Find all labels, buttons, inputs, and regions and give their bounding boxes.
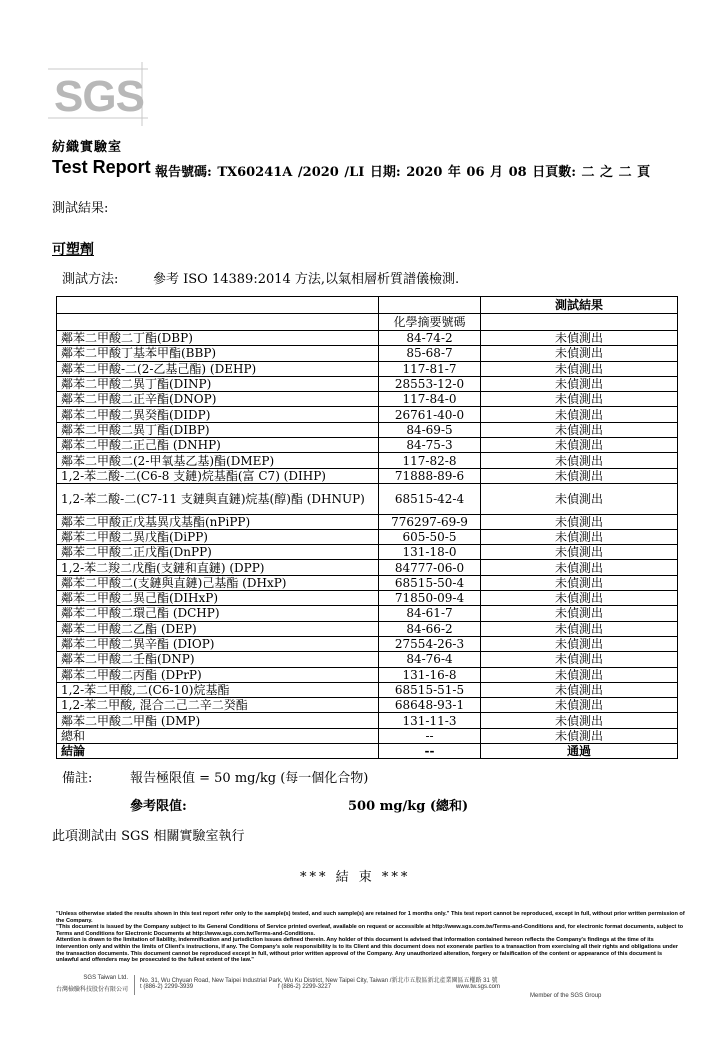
table-row	[57, 483, 678, 514]
table-row	[57, 438, 678, 453]
conclusion-result: 通過	[481, 744, 678, 759]
test-result: 未偵測出	[481, 392, 678, 407]
results-table	[56, 296, 678, 759]
cas-number: 84-74-2	[379, 331, 481, 346]
cas-number: 117-84-0	[379, 392, 481, 407]
test-result: 未偵測出	[481, 682, 678, 697]
lab-name: 紡織實驗室	[52, 140, 123, 155]
compound-name: 鄰苯二甲酸二異己酯(DIHxP)	[57, 591, 379, 606]
compound-name: 鄰苯二甲酸二乙酯 (DEP)	[57, 621, 379, 636]
compound-name: 1,2-苯二酸-二(C7-11 支鏈與直鏈)烷基(醇)酯 (DHNUP)	[57, 483, 379, 514]
footer-address: No. 31, Wu Chyuan Road, New Taipei Industrial Park, Wu Ku District, New Taipei City, Taiwan /新北市五股區新北產業園區五權路 31 號	[140, 978, 498, 984]
table-row	[57, 514, 678, 529]
table-row	[57, 682, 678, 697]
cas-number: 84-75-3	[379, 438, 481, 453]
disclaimer	[56, 911, 686, 964]
compound-name: 鄰苯二甲酸二異辛酯 (DIOP)	[57, 636, 379, 651]
test-result: 未偵測出	[481, 560, 678, 575]
table-row	[57, 529, 678, 544]
test-result: 未偵測出	[481, 514, 678, 529]
method-text: 參考 ISO 14389:2014 方法,以氣相層析質譜儀檢測.	[153, 272, 460, 287]
table-row	[57, 713, 678, 728]
table-row	[57, 560, 678, 575]
test-result: 未偵測出	[481, 331, 678, 346]
table-row	[57, 376, 678, 391]
table-row	[57, 728, 678, 743]
compound-name: 鄰苯二甲酸正戊基異戊基酯(nPiPP)	[57, 514, 379, 529]
disclaimer-paragraph: Attention is drawn to the limitation of liability, indemnification and jurisdiction issues defined therein. Any holder of this document is advised that information contained hereon reflects the Company's findings at the time of its intervention only and within the limits of Client's instructions, if any. The Company's sole responsibility is to its Client and this document does not exonerate parties to a transaction from exercising all their rights and obligations under the transaction documents. This document cannot be reproduced except in full, without prior written approval of the Company. Any unauthorized alteration, forgery or falsification of the content or appearance of this document is unlawful and offenders may be prosecuted to the fullest extent of the law."	[56, 937, 679, 964]
compound-name: 鄰苯二甲酸二丁酯(DBP)	[57, 331, 379, 346]
footer-phone: t (886-2) 2299-3939	[140, 984, 194, 990]
cas-number: 131-11-3	[379, 713, 481, 728]
test-result: 未偵測出	[481, 728, 678, 743]
compound-name: 鄰苯二甲酸二壬酯(DNP)	[57, 652, 379, 667]
test-result: 未偵測出	[481, 468, 678, 483]
test-result: 未偵測出	[481, 483, 678, 514]
cas-column-header: 化學摘要號碼	[379, 314, 481, 331]
cas-number: 605-50-5	[379, 529, 481, 544]
compound-name: 鄰苯二甲酸二正己酯 (DNHP)	[57, 438, 379, 453]
footer-divider	[134, 975, 135, 995]
cas-number: 131-18-0	[379, 545, 481, 560]
table-row	[57, 346, 678, 361]
compound-name: 鄰苯二甲酸二異丁酯(DIBP)	[57, 422, 379, 437]
cas-number: 84-66-2	[379, 621, 481, 636]
report-meta: 報告號碼: TX60241A /2020 /LI 日期: 2020 年 06 月 08 日頁數: 二 之 二 頁	[155, 165, 651, 180]
cas-number: 68515-51-5	[379, 682, 481, 697]
test-result: 未偵測出	[481, 453, 678, 468]
test-result: 未偵測出	[481, 636, 678, 651]
table-row	[57, 636, 678, 651]
disclaimer-paragraph: "This document is issued by the Company subject to its General Conditions of Service printed overleaf, available on request or accessible at http://www.sgs.com.tw/Terms-and-Conditions and, for electronic format documents, subject to Terms and Conditions for Electronic Documents at http://www.sgs.com.tw/Terms-and-Conditions.	[56, 924, 684, 937]
compound-name: 鄰苯二甲酸二(2-甲氧基乙基)酯(DMEP)	[57, 453, 379, 468]
test-result: 未偵測出	[481, 698, 678, 713]
table-row	[57, 606, 678, 621]
table-row	[57, 407, 678, 422]
compound-name: 鄰苯二甲酸-二(2-乙基己酯) (DEHP)	[57, 361, 379, 376]
conclusion-row	[57, 744, 678, 759]
result-column-header: 測試結果	[481, 297, 678, 314]
table-row	[57, 652, 678, 667]
disclaimer-paragraph: "Unless otherwise stated the results shown in this test report refer only to the sample(s) tested, and such sample(s) are retained for 1 months only." This test report cannot be reproduced, except in full, without prior written permission of the Company.	[56, 911, 685, 924]
test-result: 未偵測出	[481, 376, 678, 391]
compound-name: 鄰苯二甲酸二正戊酯(DnPP)	[57, 545, 379, 560]
cas-number: 84-69-5	[379, 422, 481, 437]
cas-number: 84-76-4	[379, 652, 481, 667]
compound-name: 鄰苯二甲酸二正辛酯(DNOP)	[57, 392, 379, 407]
test-result: 未偵測出	[481, 606, 678, 621]
svg-text:SGS: SGS	[54, 72, 144, 121]
limit-value: 500 mg/kg (總和)	[348, 799, 469, 814]
compound-name: 鄰苯二甲酸丁基苯甲酯(BBP)	[57, 346, 379, 361]
test-result: 未偵測出	[481, 438, 678, 453]
table-row	[57, 453, 678, 468]
test-result: 未偵測出	[481, 407, 678, 422]
compound-name: 鄰苯二甲酸二異丁酯(DINP)	[57, 376, 379, 391]
test-result: 未偵測出	[481, 529, 678, 544]
table-subheader-row	[57, 314, 678, 331]
test-result: 未偵測出	[481, 667, 678, 682]
cas-number: 117-82-8	[379, 453, 481, 468]
table-row	[57, 698, 678, 713]
cas-number: 131-16-8	[379, 667, 481, 682]
table-row	[57, 545, 678, 560]
cas-number: 84777-06-0	[379, 560, 481, 575]
cas-number: 26761-40-0	[379, 407, 481, 422]
test-result: 未偵測出	[481, 361, 678, 376]
conclusion-cas: --	[379, 744, 481, 759]
cas-number: 85-68-7	[379, 346, 481, 361]
table-row	[57, 575, 678, 590]
test-result: 未偵測出	[481, 713, 678, 728]
cas-number: 68515-42-4	[379, 483, 481, 514]
method-label: 測試方法:	[62, 272, 119, 287]
table-row	[57, 392, 678, 407]
compound-name: 1,2-苯二甲酸, 混合二己二辛二癸酯	[57, 698, 379, 713]
footer-fax: f (886-2) 2299-3227	[278, 984, 332, 990]
cas-number: 71850-09-4	[379, 591, 481, 606]
test-result: 未偵測出	[481, 422, 678, 437]
compound-name: 1,2-苯二羧二戊酯(支鏈和直鏈) (DPP)	[57, 560, 379, 575]
cas-number: 776297-69-9	[379, 514, 481, 529]
table-row	[57, 468, 678, 483]
results-heading: 測試結果:	[52, 201, 109, 216]
compound-name: 鄰苯二甲酸二異戊酯(DiPP)	[57, 529, 379, 544]
limit-label: 參考限值:	[130, 799, 187, 814]
section-title: 可塑劑	[52, 242, 94, 258]
cas-number: 27554-26-3	[379, 636, 481, 651]
company-name-zh: 台灣檢驗科技股份有限公司	[55, 987, 128, 993]
cas-number: --	[379, 728, 481, 743]
table-row	[57, 667, 678, 682]
cas-number: 71888-89-6	[379, 468, 481, 483]
compound-name: 1,2-苯二酸-二(C6-8 支鏈)烷基酯(富 C7) (DIHP)	[57, 468, 379, 483]
test-result: 未偵測出	[481, 621, 678, 636]
table-row	[57, 331, 678, 346]
table-row	[57, 361, 678, 376]
test-result: 未偵測出	[481, 545, 678, 560]
test-result: 未偵測出	[481, 652, 678, 667]
table-row	[57, 422, 678, 437]
note-text: 報告極限值 = 50 mg/kg (每一個化合物)	[130, 771, 369, 786]
test-result: 未偵測出	[481, 346, 678, 361]
compound-name: 鄰苯二甲酸二環己酯 (DCHP)	[57, 606, 379, 621]
cas-number: 68515-50-4	[379, 575, 481, 590]
compound-name: 1,2-苯二甲酸,二(C6-10)烷基酯	[57, 682, 379, 697]
report-title: Test Report	[52, 157, 151, 177]
note-label: 備註:	[62, 771, 93, 786]
cas-number: 68648-93-1	[379, 698, 481, 713]
table-row	[57, 591, 678, 606]
compound-name: 鄰苯二甲酸二甲酯 (DMP)	[57, 713, 379, 728]
footer-website[interactable]: www.tw.sgs.com	[456, 984, 501, 990]
test-result: 未偵測出	[481, 575, 678, 590]
table-header-row	[57, 297, 678, 314]
conclusion-label: 結論	[57, 744, 379, 759]
lab-statement: 此項測試由 SGS 相關實驗室執行	[52, 829, 245, 844]
cas-number: 117-81-7	[379, 361, 481, 376]
cas-number: 84-61-7	[379, 606, 481, 621]
company-name-en: SGS Taiwan Ltd.	[83, 975, 128, 981]
footer-company	[52, 975, 128, 993]
sgs-logo	[48, 62, 148, 126]
end-mark: *** 結 束 ***	[300, 870, 411, 885]
test-result: 未偵測出	[481, 591, 678, 606]
member-of-group: Member of the SGS Group	[530, 993, 602, 999]
table-row	[57, 621, 678, 636]
compound-name: 鄰苯二甲酸二丙酯 (DPrP)	[57, 667, 379, 682]
compound-name: 總和	[57, 728, 379, 743]
compound-name: 鄰苯二甲酸二異癸酯(DIDP)	[57, 407, 379, 422]
cas-number: 28553-12-0	[379, 376, 481, 391]
compound-name: 鄰苯二甲酸二(支鏈與直鏈)己基酯 (DHxP)	[57, 575, 379, 590]
